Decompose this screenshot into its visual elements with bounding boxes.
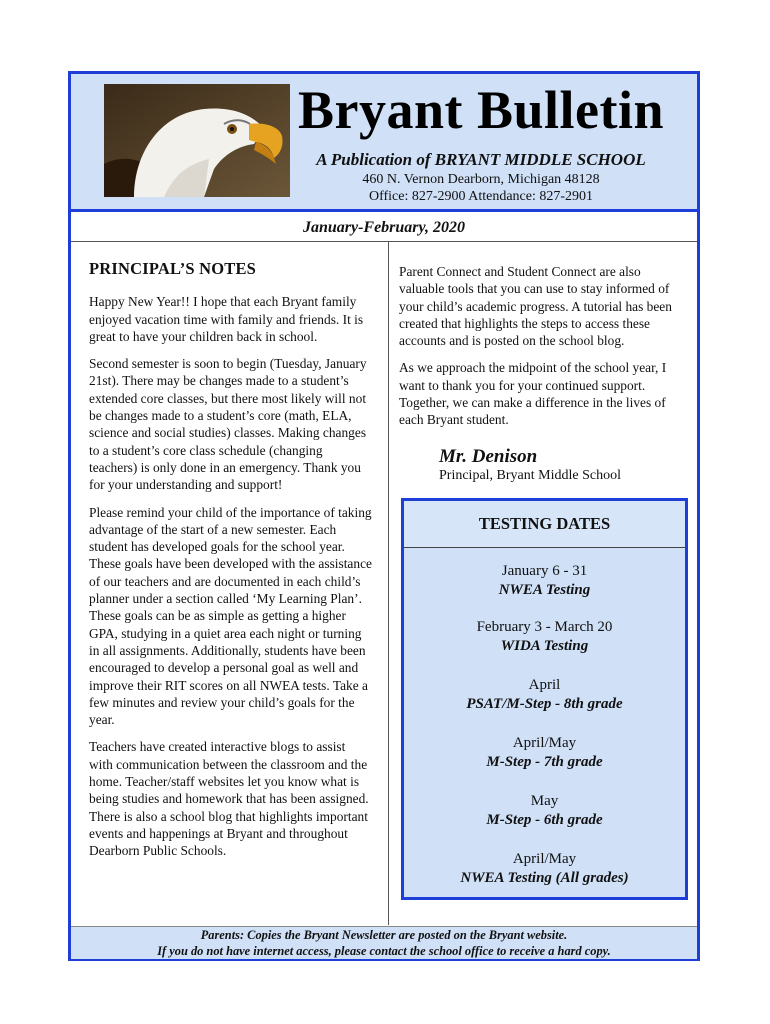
footer-line-1: Parents: Copies the Bryant Newsletter are posted on the Bryant website. bbox=[200, 928, 568, 942]
testing-event bbox=[404, 618, 685, 656]
event-date: February 3 - March 20 bbox=[476, 619, 613, 635]
principal-notes-continued bbox=[399, 263, 684, 439]
column-divider bbox=[388, 242, 389, 925]
date-divider bbox=[71, 241, 697, 242]
principal-notes-column bbox=[89, 260, 372, 870]
masthead bbox=[71, 74, 697, 212]
testing-event bbox=[404, 734, 685, 772]
event-name: WIDA Testing bbox=[500, 638, 589, 654]
event-date: April/May bbox=[512, 851, 577, 867]
testing-event bbox=[404, 792, 685, 830]
paragraph: Please remind your child of the importance of taking advantage of the start of a new semester. Each student has developed goals for the school year. These goals have been developed with the assistance of our teachers and are documented in each child’s planner under a section called ‘My Learning Plan’. These goals can be as simple as getting a higher GPA, studying in a quiet area each night or turning in all assignments. Additionally, students have been encouraged to develop a personal goal as well and improve their RIT scores on all NWEA tests. Take a few minutes and review your child’s goals for the year. bbox=[89, 504, 372, 728]
paragraph: As we approach the midpoint of the school year, I want to thank you for your continued support. Together, we can make a difference in the lives of each Bryant student. bbox=[399, 360, 667, 428]
event-name: PSAT/M-Step - 8th grade bbox=[466, 696, 623, 712]
footer-note bbox=[71, 926, 697, 959]
newsletter-title: Bryant Bulletin bbox=[297, 80, 665, 140]
testing-dates-box bbox=[401, 498, 688, 900]
paragraph: Second semester is soon to begin (Tuesday, January 21st). There may be changes made to a student’s extended core classes, but there most likely will not be changes made to a student’s core (math, ELA, science and social studies) classes. Making changes to a student’s core class schedule (changing teachers) is only done in an emergency. Thank you for your understanding and support! bbox=[89, 356, 367, 493]
testing-event bbox=[404, 850, 685, 888]
principal-signature: Mr. Denison bbox=[439, 446, 538, 467]
bald-eagle-icon bbox=[104, 84, 290, 197]
event-name: NWEA Testing (All grades) bbox=[460, 870, 629, 886]
paragraph: Teachers have created interactive blogs to assist with communication between the classroom and the home. Teacher/staff websites let you know what is being studies and homework that has been assigned. There is also a school blog that highlights important events and happenings at Bryant and throughout Dearborn Public Schools. bbox=[89, 739, 369, 859]
paragraph: Happy New Year!! I hope that each Bryant family enjoyed vacation time with family and friends. It is great to have your children back in school. bbox=[89, 294, 364, 344]
event-name: NWEA Testing bbox=[498, 582, 591, 598]
testing-dates-heading: TESTING DATES bbox=[404, 501, 685, 548]
newsletter-frame bbox=[68, 71, 700, 961]
event-date: April/May bbox=[512, 735, 577, 751]
testing-event bbox=[404, 676, 685, 714]
footer-line-2: If you do not have internet access, please contact the school office to receive a hard copy. bbox=[157, 944, 611, 958]
event-date: January 6 - 31 bbox=[501, 563, 588, 579]
principal-title: Principal, Bryant Middle School bbox=[439, 468, 621, 483]
testing-event bbox=[404, 562, 685, 600]
event-date: April bbox=[528, 677, 561, 693]
paragraph: Parent Connect and Student Connect are also valuable tools that you can use to stay informed of your child’s academic progress. A tutorial has been created that highlights the steps to access these accounts and is posted on the school blog. bbox=[399, 264, 672, 349]
issue-date: January-February, 2020 bbox=[302, 219, 466, 236]
school-phones: Office: 827-2900 Attendance: 827-2901 bbox=[368, 189, 594, 204]
event-name: M-Step - 7th grade bbox=[486, 754, 603, 770]
principal-notes-heading: PRINCIPAL’S NOTES bbox=[89, 259, 257, 278]
event-name: M-Step - 6th grade bbox=[486, 812, 603, 828]
school-address: 460 N. Vernon Dearborn, Michigan 48128 bbox=[362, 172, 600, 187]
publication-subtitle: A Publication of BRYANT MIDDLE SCHOOL bbox=[316, 150, 646, 169]
event-date: May bbox=[530, 793, 559, 809]
